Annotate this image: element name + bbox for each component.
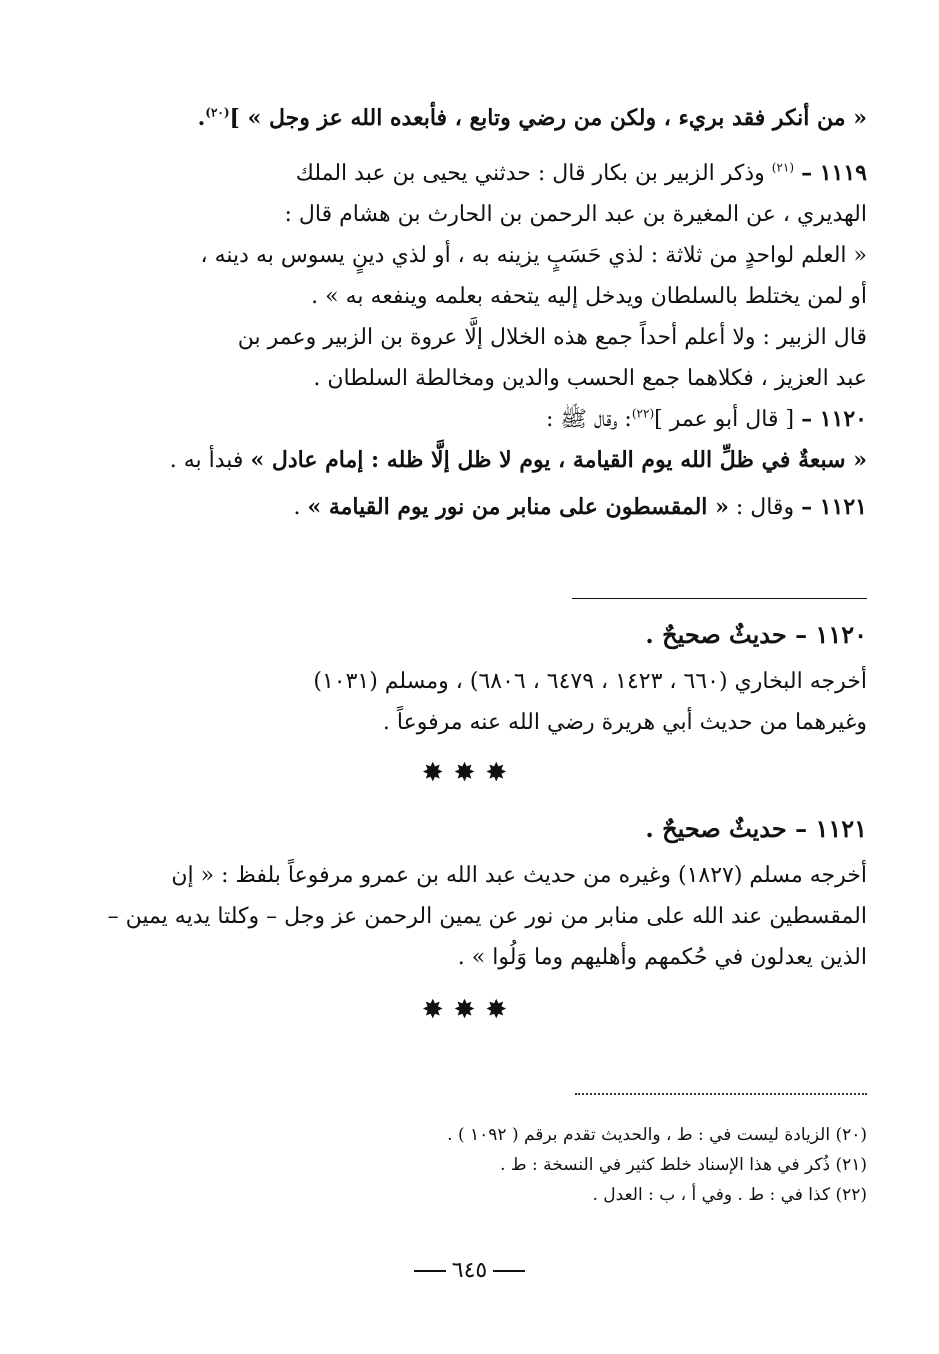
text-line: عبد العزيز ، فكلاهما جمع الحسب والدين ومخالطة السلطان . bbox=[313, 366, 867, 391]
footnote-ref: (٢٢) bbox=[631, 406, 655, 421]
section-heading: ١١٢٠ – حديثٌ صحيحٌ . bbox=[645, 620, 867, 649]
hadith-1120-line: ١١٢٠ – [ قال أبو عمر ]$^{(٢٢)}$: وقال ﷺ : bbox=[545, 406, 867, 432]
footnote-item: (٢٠) الزيادة ليست في : ط ، والحديث تقدم برقم ( ١٠٩٢ ) . bbox=[447, 1125, 867, 1145]
text-line: الذين يعدلون في حُكمهم وأهليهم وما وَلُوا » . bbox=[457, 945, 867, 970]
hadith-number: ١١٢٠ – bbox=[801, 406, 867, 432]
footnote-ref: (٢١) bbox=[771, 160, 795, 175]
hadith-1119-line: ١١١٩ – $^{(٢١)}$ وذكر الزبير بن بكار قال : حدثني يحيى بن عبد الملك bbox=[295, 160, 867, 186]
footnote-ref: (٢٠) bbox=[205, 105, 230, 120]
text-line: المقسطين عند الله على منابر من نور عن يمين الرحمن عز وجل – وكلتا يديه يمين – bbox=[107, 904, 867, 929]
main-text bbox=[169, 98, 867, 528]
text-line: « العلم لواحدٍ من ثلاثة : لذي حَسَبٍ يزينه به ، أو لذي دينٍ يسوس به دينه ، bbox=[200, 243, 867, 268]
text-line: أخرجه البخاري (٦٦٠ ، ١٤٢٣ ، ٦٤٧٩ ، ٦٨٠٦) ، ومسلم (١٠٣١) bbox=[313, 669, 867, 694]
footnotes bbox=[172, 1120, 867, 1210]
text-line: أو لمن يختلط بالسلطان ويدخل إليه يتحفه بعلمه وينفعه به » . bbox=[311, 284, 867, 309]
text-line: « سبعةٌ في ظلِّ الله يوم القيامة ، يوم لا ظل إلَّا ظله : إمام عادل » فبدأ به . bbox=[169, 447, 867, 473]
footnote-divider bbox=[575, 1093, 867, 1095]
text-line: قال الزبير : ولا أعلم أحداً جمع هذه الخلال إلَّا عروة بن الزبير وعمر بن bbox=[237, 325, 867, 350]
footnote-item: (٢١) ذُكر في هذا الإسناد خلط كثير في النسخة : ط . bbox=[500, 1155, 867, 1175]
separator-stars: ✸✸✸ bbox=[421, 995, 518, 1025]
hadith-1121-line: ١١٢١ – وقال : « المقسطون على منابر من نور يوم القيامة » . bbox=[293, 494, 867, 520]
commentary-1121 bbox=[107, 808, 867, 978]
commentary-1120 bbox=[172, 614, 867, 743]
text-line: وغيرهما من حديث أبي هريرة رضي الله عنه مرفوعاً . bbox=[382, 710, 867, 735]
page-number: ٦٤٥ bbox=[0, 1258, 939, 1283]
hadith-number: ١١٢١ – bbox=[801, 494, 867, 520]
divider-line bbox=[572, 598, 867, 599]
text-line: الهديري ، عن المغيرة بن عبد الرحمن بن الحارث بن هشام قال : bbox=[284, 202, 867, 227]
footnote-item: (٢٢) كذا في : ط . وفي أ ، ب : العدل . bbox=[592, 1185, 867, 1205]
separator-stars: ✸✸✸ bbox=[421, 758, 518, 788]
text-line: « من أنكر فقد بريء ، ولكن من رضي وتابع ، فأبعده الله عز وجل » ]$^{(٢٠)}$. bbox=[197, 105, 867, 131]
section-heading: ١١٢١ – حديثٌ صحيحٌ . bbox=[645, 814, 867, 843]
dash-left bbox=[414, 1270, 446, 1272]
hadith-number: ١١١٩ – bbox=[801, 160, 867, 186]
text-line: أخرجه مسلم (١٨٢٧) وغيره من حديث عبد الله بن عمرو مرفوعاً بلفظ : « إن bbox=[171, 863, 867, 888]
dash-right bbox=[493, 1270, 525, 1272]
